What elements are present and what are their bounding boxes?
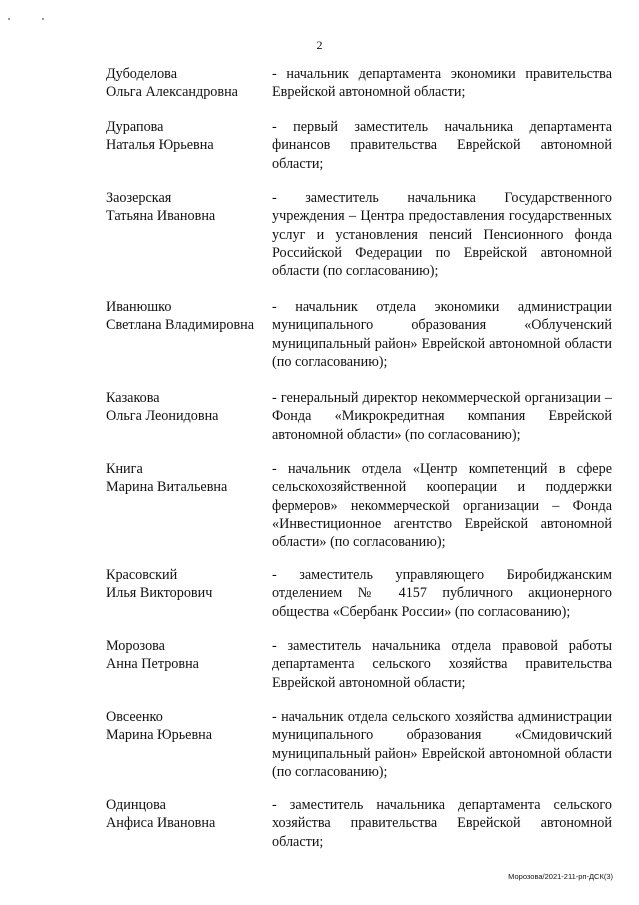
member-given-names: Светлана Владимировна xyxy=(106,317,255,334)
member-given-names: Анна Петровна xyxy=(106,656,199,673)
scan-speck xyxy=(8,18,10,20)
member-surname: Книга xyxy=(106,461,143,477)
member-position: - заместитель начальника отдела правовой работы департамента сельского хозяйства правительства Еврейской автономной области; xyxy=(272,638,612,691)
member-given-names: Ольга Леонидовна xyxy=(106,408,219,425)
member-name xyxy=(106,298,272,335)
member-position: - начальник департамента экономики правительства Еврейской автономной области; xyxy=(272,66,612,101)
member-position: - генеральный директор некоммерческой организации – Фонда «Микрокредитная компания Еврейской автономной области» (по согласованию); xyxy=(272,390,612,443)
member-position: - начальник отдела экономики администрации муниципального образования «Облученский муниципальный район» Еврейской автономной области (по согласованию); xyxy=(272,299,612,370)
page-number: 2 xyxy=(316,38,323,52)
member-given-names: Марина Витальевна xyxy=(106,479,228,496)
member-given-names: Илья Викторович xyxy=(106,585,213,602)
member-position: - заместитель начальника департамента сельского хозяйства правительства Еврейской автономной области; xyxy=(272,797,612,850)
member-name xyxy=(106,708,272,745)
member-name xyxy=(106,637,272,674)
member-given-names: Анфиса Ивановна xyxy=(106,815,216,832)
member-surname: Одинцова xyxy=(106,797,166,813)
member-position: - начальник отдела сельского хозяйства администрации муниципального образования «Смидовичский муниципальный район» Еврейской автономной области (по согласованию); xyxy=(272,709,612,780)
member-position: - первый заместитель начальника департамента финансов правительства Еврейской автономной области; xyxy=(272,119,612,172)
member-position: - заместитель начальника Государственного учреждения – Центра предоставления государственных услуг и установления пенсий Пенсионного фонда Российской Федерации по Еврейской автономной области (по согласованию); xyxy=(272,190,612,280)
member-name xyxy=(106,796,272,833)
member-given-names: Марина Юрьевна xyxy=(106,727,213,744)
member-position: - начальник отдела «Центр компетенций в сфере сельскохозяйственной кооперации и поддержки фермеров» некоммерческой организации – Фонда «Инвестиционное агентство Еврейской автономной области» (по согласованию); xyxy=(272,461,612,551)
member-name xyxy=(106,189,272,226)
member-surname: Морозова xyxy=(106,638,165,654)
member-name xyxy=(106,460,272,497)
document-reference: Морозова/2021-211-рп-ДСК(3) xyxy=(508,872,613,881)
member-surname: Иванюшко xyxy=(106,299,172,315)
member-name xyxy=(106,566,272,603)
member-surname: Дубоделова xyxy=(106,66,177,82)
member-surname: Заозерская xyxy=(106,190,172,206)
member-name xyxy=(106,118,272,155)
member-position: - заместитель управляющего Биробиджанским отделением № 4157 публичного акционерного общества «Сбербанк России» (по согласованию); xyxy=(272,567,612,620)
scan-speck xyxy=(42,18,44,20)
member-given-names: Ольга Александровна xyxy=(106,84,238,101)
member-surname: Казакова xyxy=(106,390,160,406)
member-name xyxy=(106,65,272,102)
member-name xyxy=(106,389,272,426)
member-surname: Дурапова xyxy=(106,119,164,135)
member-given-names: Наталья Юрьевна xyxy=(106,137,214,154)
member-surname: Овсеенко xyxy=(106,709,163,725)
member-surname: Красовский xyxy=(106,567,178,583)
member-given-names: Татьяна Ивановна xyxy=(106,208,216,225)
